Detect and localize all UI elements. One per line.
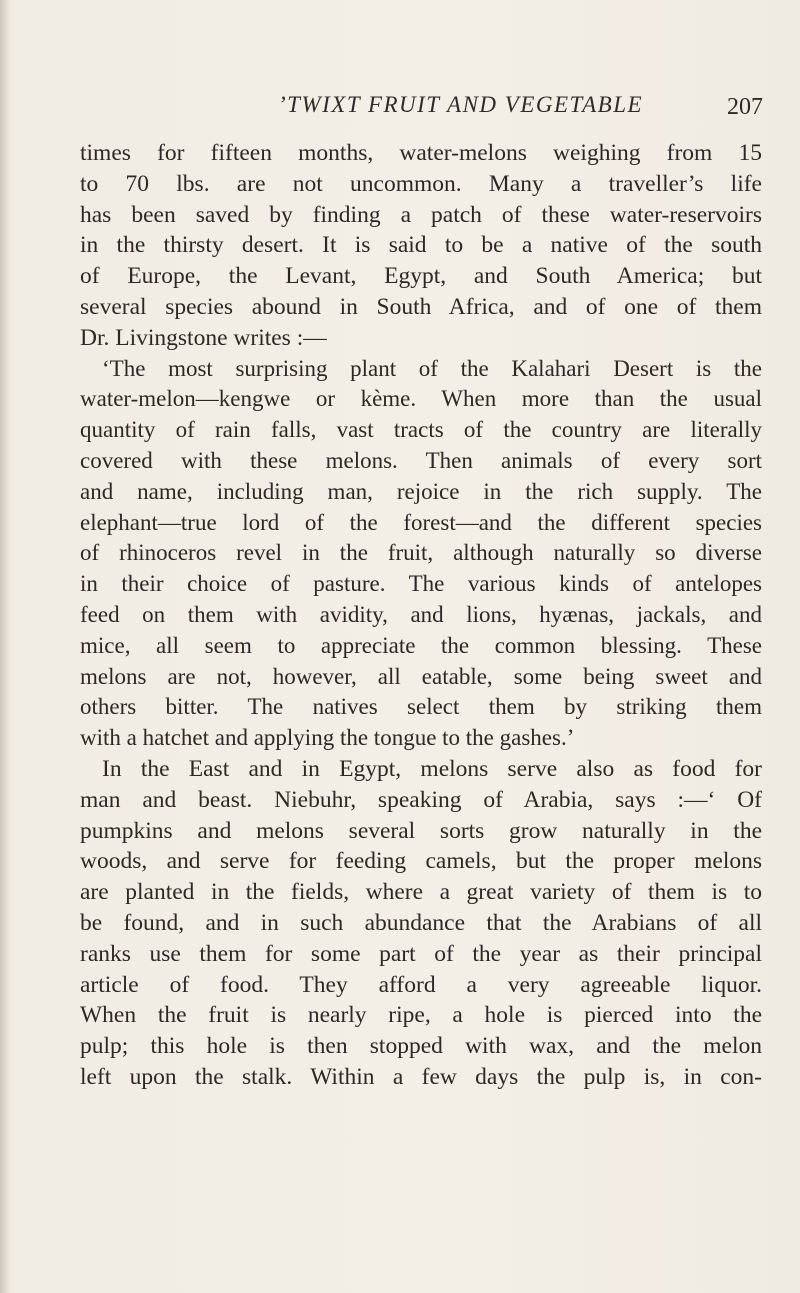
running-title: ’TWIXT FRUIT AND VEGETABLE [278, 92, 644, 117]
page-gutter-shadow [0, 0, 10, 1293]
text-line: Dr. Livingstone writes :— [80, 324, 327, 351]
text-line: ‘The most surprising plant of the Kalahari Desert is the [102, 355, 762, 381]
text-line: has been saved by finding a patch of these water-reservoirs [80, 201, 762, 228]
text-line: to 70 lbs. are not uncommon. Many a traveller’s life [80, 170, 762, 197]
text-line: In the East and in Egypt, melons serve also as food for [102, 755, 762, 782]
text-line: water-melon—kengwe or kème. When more than the usual [80, 386, 762, 412]
text-line: When the fruit is nearly ripe, a hole is pierced into the [80, 1002, 762, 1029]
text-line: others bitter. The natives select them by striking them [80, 694, 762, 720]
page-number: 207 [727, 94, 763, 120]
paragraph-2-quotation [80, 354, 762, 754]
text-line: ranks use them for some part of the year as their principal [80, 940, 762, 967]
paragraph-1 [80, 138, 762, 354]
text-line: elephant—true lord of the forest—and the different species [80, 509, 762, 535]
text-line: of Europe, the Levant, Egypt, and South America; but [80, 263, 762, 290]
paragraph-3 [80, 754, 762, 1093]
text-line: pumpkins and melons several sorts grow naturally in the [80, 817, 762, 844]
body-text [80, 138, 762, 1093]
text-line: times for fifteen months, water-melons weighing from 15 [80, 140, 762, 166]
text-line: in the thirsty desert. It is said to be a native of the south [80, 232, 762, 259]
text-line: with a hatchet and applying the tongue to the gashes.’ [80, 725, 575, 751]
text-line: are planted in the fields, where a great variety of them is to [80, 879, 762, 906]
text-line: feed on them with avidity, and lions, hyænas, jackals, and [80, 601, 762, 627]
text-line: man and beast. Niebuhr, speaking of Arabia, says :—‘ Of [80, 786, 762, 813]
text-line: pulp; this hole is then stopped with wax, and the melon [80, 1033, 762, 1060]
text-line: melons are not, however, all eatable, some being sweet and [80, 663, 762, 689]
text-line: quantity of rain falls, vast tracts of the country are literally [80, 417, 762, 443]
text-line: covered with these melons. Then animals of every sort [80, 447, 762, 473]
running-header [0, 92, 800, 132]
text-line: and name, including man, rejoice in the rich supply. The [80, 478, 762, 504]
text-line: several species abound in South Africa, and of one of them [80, 293, 762, 320]
text-line: of rhinoceros revel in the fruit, although naturally so diverse [80, 540, 762, 566]
text-line: in their choice of pasture. The various kinds of antelopes [80, 571, 762, 597]
text-line: be found, and in such abundance that the Arabians of all [80, 909, 762, 936]
text-line: mice, all seem to appreciate the common blessing. These [80, 632, 762, 658]
text-line: woods, and serve for feeding camels, but the proper melons [80, 848, 762, 875]
text-line: left upon the stalk. Within a few days the pulp is, in con- [80, 1063, 762, 1090]
text-line: article of food. They afford a very agreeable liquor. [80, 971, 762, 998]
